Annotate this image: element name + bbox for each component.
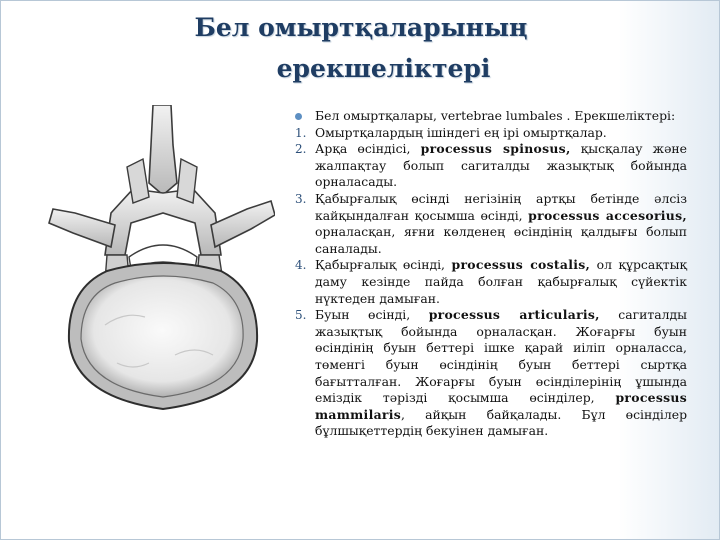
list-item	[295, 141, 687, 191]
intro-text-before: Бел омыртқалары,	[315, 108, 441, 123]
list-item-text	[315, 257, 687, 307]
intro-text-after: . Ерекшеліктері:	[562, 108, 676, 123]
text-segment: Арқа өсіндісі,	[315, 141, 421, 157]
text-segment: , айқын байқалады. Бұл өсінділер бұлшықеттердің бекуінен дамыған.	[315, 406, 687, 439]
text-segment: ол құрсақтық даму кезінде пайда болған қабырғалық сүйектік нүктеден дамыған.	[315, 257, 687, 306]
title-line-1: Бел омыртқаларының	[194, 13, 528, 42]
latin-term: processus costalis,	[451, 257, 591, 273]
slide-title	[101, 7, 621, 89]
intro-text-latin: vertebrae lumbales	[440, 108, 563, 123]
numbered-list	[295, 125, 687, 440]
vertebra-drawing-icon	[45, 105, 275, 415]
list-item-number: 1.	[295, 125, 307, 140]
list-item	[295, 125, 687, 142]
text-segment: Буын өсінді,	[315, 307, 429, 323]
list-item-number: 4.	[295, 258, 307, 273]
text-segment: Қабырғалық өсінді негізінің артқы бетінде әлсіз кайқындалған қосымша өсінді,	[315, 190, 687, 223]
latin-term: processus articularis,	[428, 307, 600, 323]
list-item	[295, 307, 687, 440]
intro-bullet	[295, 108, 687, 125]
list-item-text	[315, 125, 687, 142]
latin-term: processus spinosus,	[420, 141, 571, 157]
latin-term: processus accesorius,	[528, 207, 687, 223]
text-segment: сагиталды жазықтық бойында орналасқан. Жоғарғы буын өсіндінің буын беттері ішке қарай иіліп орналасса, төменгі буын өсіндінің буын беттері сыртқа бағытталған. Жоғарғы буын өсінділерінің ұшында еміздік тәрізді қосымша өсінділер,	[315, 307, 687, 406]
text-segment: Қабырғалық өсінді,	[315, 257, 452, 273]
content-list	[295, 108, 687, 440]
list-item-text	[315, 307, 687, 440]
lumbar-vertebra-illustration	[45, 105, 275, 415]
list-item	[295, 191, 687, 257]
text-segment: қысқалау және жалпақтау болып сагиталды жазықтық бойында орналасады.	[315, 141, 687, 190]
intro-text	[315, 108, 687, 125]
list-item-number: 5.	[295, 308, 307, 323]
title-line-2: ерекшеліктері	[276, 54, 491, 83]
list-item-text	[315, 191, 687, 257]
list-item-number: 3.	[295, 191, 307, 206]
list-item-text	[315, 141, 687, 191]
list-item-number: 2.	[295, 142, 307, 157]
text-segment: Омыртқалардың ішіндегі ең ірі омыртқалар.	[315, 124, 607, 140]
circle-bullet-icon	[295, 108, 315, 125]
latin-term: processus mammilaris	[315, 390, 687, 422]
list-item	[295, 257, 687, 307]
text-segment: орналасқан, яғни көлденең өсіндінің қалдығы болып саналады.	[315, 224, 687, 256]
